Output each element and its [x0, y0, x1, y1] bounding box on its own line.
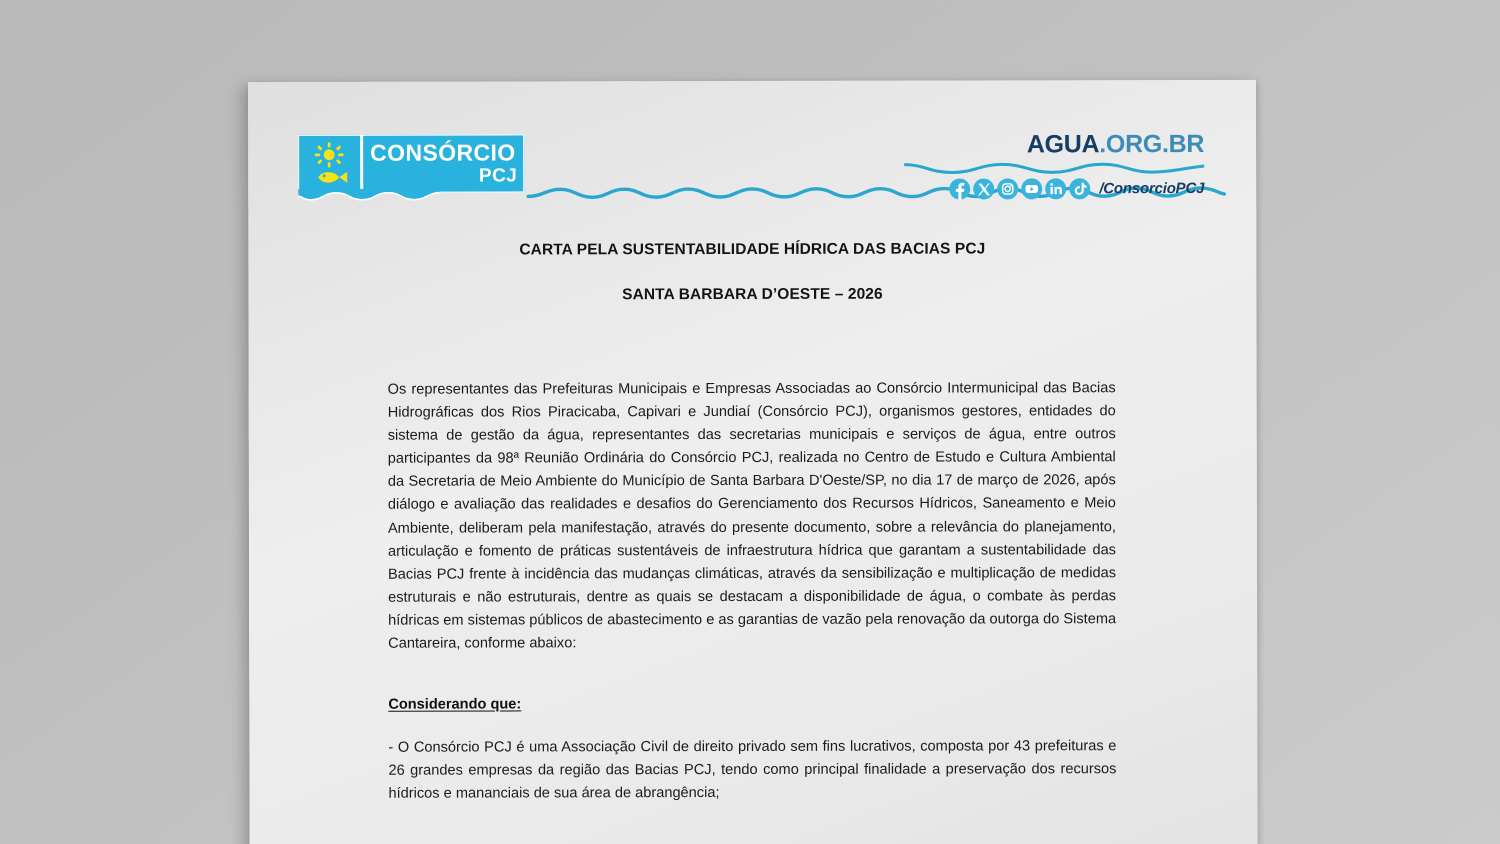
- agua-wordmark-suffix: .ORG.BR: [1099, 129, 1205, 159]
- sun-icon: [311, 142, 347, 168]
- social-links-row: [949, 178, 1204, 200]
- logo-divider: [360, 135, 363, 193]
- logo-wordmark: [370, 139, 520, 186]
- linkedin-icon[interactable]: [1045, 178, 1066, 199]
- logo-wave-edge: [298, 189, 440, 203]
- facebook-icon[interactable]: [949, 178, 970, 199]
- logo-word-pcj: PCJ: [479, 165, 518, 187]
- document-page: [248, 80, 1258, 844]
- tiktok-icon[interactable]: [1069, 178, 1090, 199]
- section-heading-considerando: Considerando que:: [388, 696, 522, 713]
- instagram-icon[interactable]: [997, 178, 1018, 199]
- page-title: CARTA PELA SUSTENTABILIDADE HÍDRICA DAS BACIAS PCJ: [519, 240, 986, 259]
- logo-word-consorcio: CONSÓRCIO: [370, 139, 516, 166]
- consorcio-pcj-logo: [298, 134, 524, 201]
- fish-icon: [315, 169, 348, 186]
- intro-paragraph: Os representantes das Prefeituras Municipais e Empresas Associadas ao Consórcio Intermunicipal das Bacias Hidrográficas dos Rios Piracicaba, Capivari e Jundiaí (Consórcio PCJ), organismos gestores, entidades do sistema de gestão da água, representantes das secretarias municipais e serviços de água, entre outros participantes da 98ª Reunião Ordinária do Consórcio PCJ, realizada no Centro de Estudo e Cultura Ambiental da Secretaria de Meio Ambiente do Município de Santa Barbara D'Oeste/SP, no dia 17 de março de 2026, após diálogo e avaliação das realidades e desafios do Gerenciamento dos Recursos Hídricos, Saneamento e Meio Ambiente, deliberam pela manifestação, através do presente documento, sobre a relevância do planejamento, articulação e fomento de práticas sustentáveis de infraestrutura hídrica que garantam a sustentabilidade das Bacias PCJ frente à incidência das mudanças climáticas, através da sensibilização e multiplicação de medidas estruturais e não estruturais, dentre as quais se destacam a disponibilidade de água, o combate às perdas hídricas em sistemas públicos de abastecimento e as garantias de vazão pela renovação da outorga do Sistema Cantareira, conforme abaixo:: [387, 380, 1117, 652]
- agua-wordmark: [904, 130, 1204, 159]
- bullet-item: - O Consórcio PCJ é uma Associação Civil de direito privado sem fins lucrativos, composta por 43 prefeituras e 26 grandes empresas da região das Bacias PCJ, tendo como principal finalidade a preservação dos recursos hídricos e mananciais de sua área de abrangência;: [388, 738, 1117, 803]
- agua-brand-block: [904, 129, 1205, 198]
- social-handle-label[interactable]: /ConsorcioPCJ: [1099, 179, 1205, 198]
- youtube-icon[interactable]: [1021, 178, 1042, 199]
- document-title-block: [248, 238, 1256, 307]
- page-subtitle: SANTA BARBARA D’OESTE – 2026: [622, 285, 883, 304]
- brand-wave-icon: [904, 160, 1204, 179]
- x-twitter-icon[interactable]: [973, 178, 994, 199]
- agua-wordmark-bold: AGUA: [1026, 130, 1100, 159]
- document-header: [248, 80, 1256, 222]
- document-body: [388, 377, 1117, 806]
